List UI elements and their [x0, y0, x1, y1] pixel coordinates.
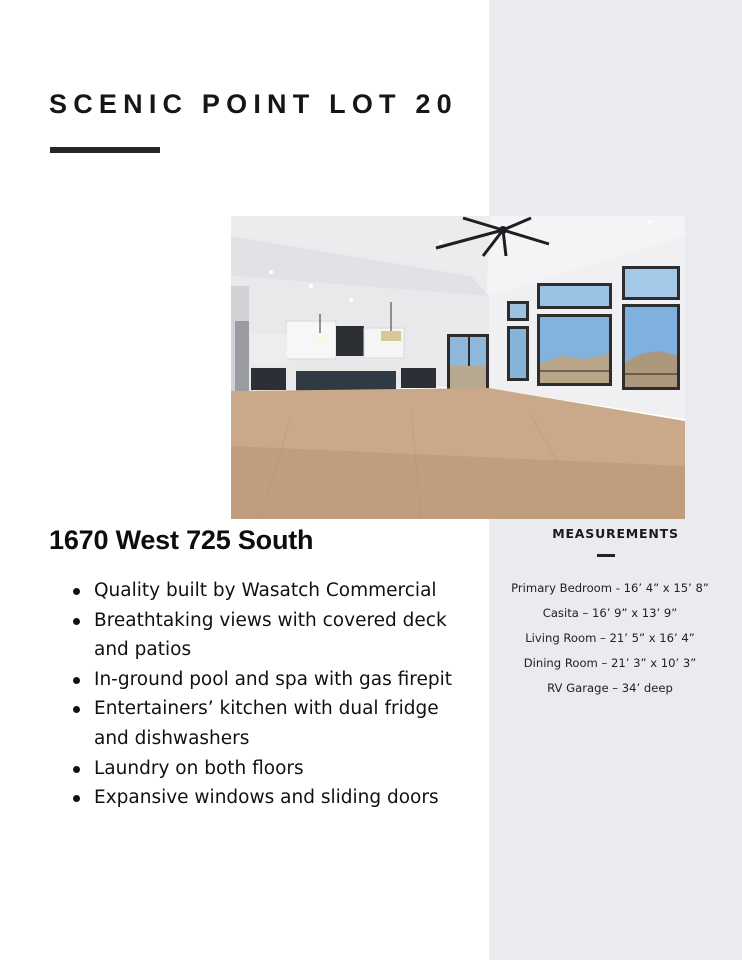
feature-item: Laundry on both floors: [94, 754, 474, 784]
measurement-item: Casita – 16’ 9” x 13’ 9”: [542, 606, 678, 620]
feature-item: Quality built by Wasatch Commercial: [94, 576, 474, 606]
property-photo: [231, 216, 685, 519]
measurements-rule: [597, 554, 615, 557]
title-underline: [50, 147, 160, 153]
measurements-heading: MEASUREMENTS: [552, 526, 679, 541]
property-address: 1670 West 725 South: [49, 525, 314, 555]
page-title: SCENIC POINT LOT 20: [49, 89, 458, 119]
measurement-item: Dining Room – 21’ 3” x 10’ 3”: [523, 656, 697, 670]
feature-item: Entertainers’ kitchen with dual fridge and dishwashers: [94, 694, 474, 753]
measurement-item: RV Garage – 34’ deep: [547, 681, 673, 695]
open-concept-living-room-photo: [231, 216, 685, 519]
measurements-list: [510, 580, 710, 705]
feature-list: [94, 576, 474, 813]
feature-item: Breathtaking views with covered deck and patios: [94, 606, 474, 665]
measurement-item: Primary Bedroom - 16’ 4” x 15’ 8”: [511, 581, 709, 595]
feature-item: In-ground pool and spa with gas firepit: [94, 665, 474, 695]
measurement-item: Living Room – 21’ 5” x 16’ 4”: [525, 631, 695, 645]
feature-item: Expansive windows and sliding doors: [94, 783, 474, 813]
